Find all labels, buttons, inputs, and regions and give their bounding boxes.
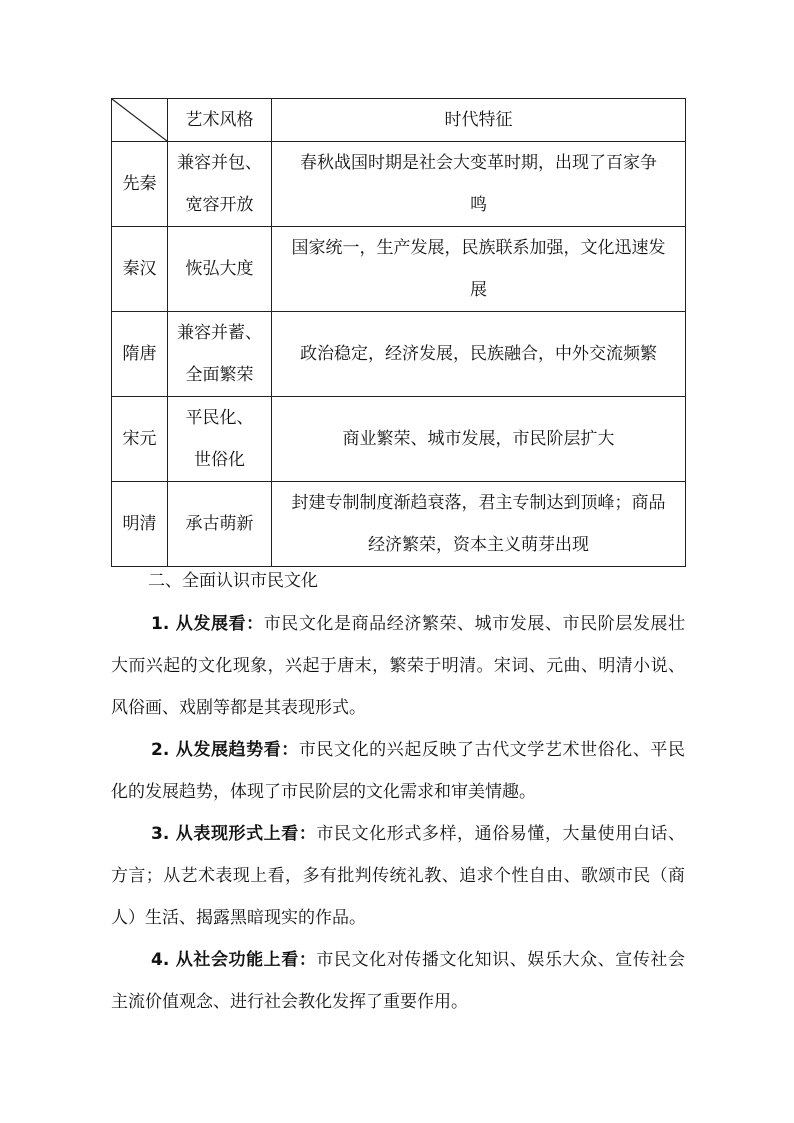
- style-cell: [168, 482, 272, 567]
- diagonal-line: [112, 99, 167, 141]
- style-line: 兼容并包、: [177, 153, 262, 173]
- paragraph-lead: 2. 从发展趋势看：: [151, 740, 299, 760]
- era-cell: 隋唐: [112, 312, 168, 397]
- style-line: 世俗化: [194, 450, 245, 470]
- header-style: 艺术风格: [168, 99, 272, 142]
- feature-line: 封建专制制度渐趋衰落，君主专制达到顶峰；商品: [291, 493, 666, 513]
- style-cell: [168, 312, 272, 397]
- paragraph-text: 市民文化是商品经济繁荣、城市发展、市民阶层发展壮大而兴起的文化现象，兴起于唐末，繁荣于明清。宋词、元曲、明清小说、风俗画、戏剧等都是其表现形式。: [111, 614, 685, 718]
- table-header-row: [112, 99, 686, 142]
- paragraph-text: 市民文化对传播文化知识、娱乐大众、宣传社会主流价值观念、进行社会教化发挥了重要作用。: [111, 950, 685, 1012]
- feature-cell: [272, 397, 686, 482]
- era-cell: 秦汉: [112, 227, 168, 312]
- diagonal-header-cell: [112, 99, 168, 142]
- style-line: 恢弘大度: [185, 259, 254, 279]
- table-row: [112, 397, 686, 482]
- era-cell: 宋元: [112, 397, 168, 482]
- paragraph: [111, 813, 685, 939]
- feature-line: 政治稳定，经济发展，民族融合，中外交流频繁: [300, 344, 657, 364]
- style-line: 平民化、: [185, 408, 254, 428]
- paragraph-lead: 3. 从表现形式上看：: [151, 824, 317, 844]
- feature-line: 鸣: [470, 195, 487, 215]
- era-art-table: [111, 98, 686, 567]
- paragraph: [111, 939, 685, 1023]
- feature-line: 国家统一，生产发展，民族联系加强，文化迅速发: [291, 238, 666, 258]
- paragraph-lead: 4. 从社会功能上看：: [151, 950, 317, 970]
- table-row: [112, 312, 686, 397]
- era-cell: 明清: [112, 482, 168, 567]
- paragraph: [111, 729, 685, 813]
- section-heading: 二、全面认识市民文化: [148, 571, 318, 591]
- feature-cell: [272, 482, 686, 567]
- style-line: 宽容开放: [185, 195, 254, 215]
- feature-line: 经济繁荣，资本主义萌芽出现: [368, 535, 589, 555]
- era-cell: 先秦: [112, 142, 168, 227]
- feature-cell: [272, 142, 686, 227]
- style-line: 全面繁荣: [185, 365, 254, 385]
- paragraph-text: 市民文化的兴起反映了古代文学艺术世俗化、平民化的发展趋势，体现了市民阶层的文化需求和审美情趣。: [111, 740, 685, 802]
- style-line: 兼容并蓄、: [177, 323, 262, 343]
- header-feature: 时代特征: [272, 99, 686, 142]
- style-line: 承古萌新: [185, 514, 254, 534]
- feature-cell: [272, 227, 686, 312]
- paragraph-lead: 1. 从发展看：: [151, 614, 264, 634]
- table-row: [112, 482, 686, 567]
- table-row: [112, 142, 686, 227]
- feature-line: 展: [470, 280, 487, 300]
- table-row: [112, 227, 686, 312]
- feature-line: 春秋战国时期是社会大变革时期，出现了百家争: [300, 153, 657, 173]
- feature-line: 商业繁荣、城市发展，市民阶层扩大: [342, 429, 615, 449]
- paragraph-text: 市民文化形式多样，通俗易懂，大量使用白话、方言；从艺术表现上看，多有批判传统礼教、追求个性自由、歌颂市民（商人）生活、揭露黑暗现实的作品。: [111, 824, 685, 928]
- style-cell: [168, 142, 272, 227]
- style-cell: [168, 397, 272, 482]
- paragraph: [111, 603, 685, 729]
- feature-cell: [272, 312, 686, 397]
- style-cell: [168, 227, 272, 312]
